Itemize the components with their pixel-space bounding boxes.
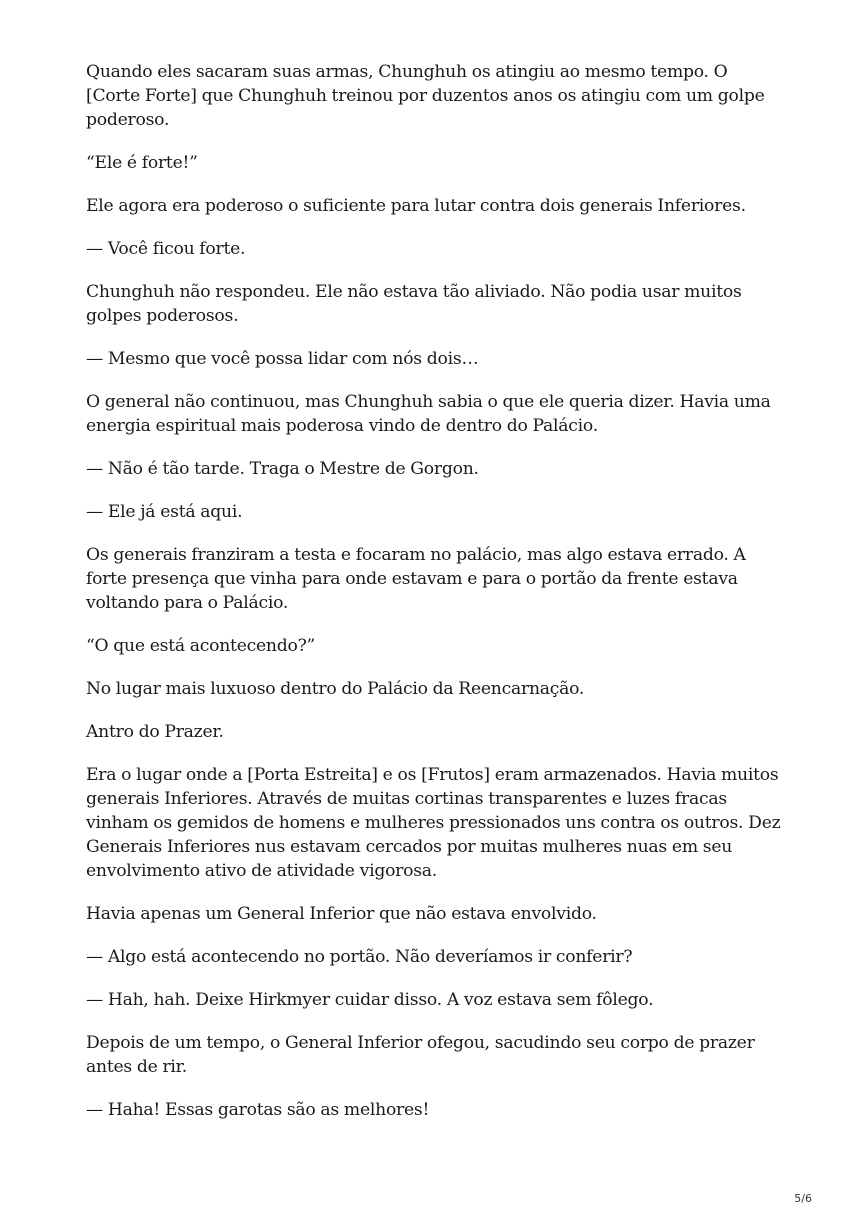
paragraph: — Hah, hah. Deixe Hirkmyer cuidar disso. A voz estava sem fôlego. [86,990,654,1010]
paragraph: Era o lugar onde a [Porta Estreita] e os [Frutos] eram armazenados. Havia muitos generais Inferiores. Através de muitas cortinas transparentes e luzes fracas vinham os gemidos de homens e mulheres pressionados uns contra os outros. Dez Generais Inferiores nus estavam cercados por muitas mulheres nuas em seu envolvimento ativo de atividade vigorosa. [86,765,781,881]
paragraph: — Algo está acontecendo no portão. Não deveríamos ir conferir? [86,947,633,967]
paragraph: Os generais franziram a testa e focaram no palácio, mas algo estava errado. A forte presença que vinha para onde estavam e para o portão da frente estava voltando para o Palácio. [86,545,746,613]
paragraph: “O que está acontecendo?” [86,636,316,656]
paragraph: “Ele é forte!” [86,153,198,173]
paragraph: Havia apenas um General Inferior que não estava envolvido. [86,904,597,924]
paragraph: — Haha! Essas garotas são as melhores! [86,1100,430,1120]
paragraph: — Você ficou forte. [86,239,246,259]
paragraph: Chunghuh não respondeu. Ele não estava tão aliviado. Não podia usar muitos golpes poderosos. [86,282,742,326]
paragraph: Antro do Prazer. [86,722,224,742]
paragraph: Ele agora era poderoso o suficiente para lutar contra dois generais Inferiores. [86,196,746,216]
paragraph: Quando eles sacaram suas armas, Chunghuh os atingiu ao mesmo tempo. O [Corte Forte] que Chunghuh treinou por duzentos anos os atingiu com um golpe poderoso. [86,62,765,130]
paragraph: — Não é tão tarde. Traga o Mestre de Gorgon. [86,459,479,479]
paragraph: — Mesmo que você possa lidar com nós dois… [86,349,479,369]
paragraph: No lugar mais luxuoso dentro do Palácio da Reencarnação. [86,679,585,699]
document-body [86,60,786,1141]
page-number: 5/6 [794,1192,812,1205]
paragraph: O general não continuou, mas Chunghuh sabia o que ele queria dizer. Havia uma energia espiritual mais poderosa vindo de dentro do Palácio. [86,392,771,436]
paragraph: — Ele já está aqui. [86,502,243,522]
paragraph: Depois de um tempo, o General Inferior ofegou, sacudindo seu corpo de prazer antes de rir. [86,1033,755,1077]
